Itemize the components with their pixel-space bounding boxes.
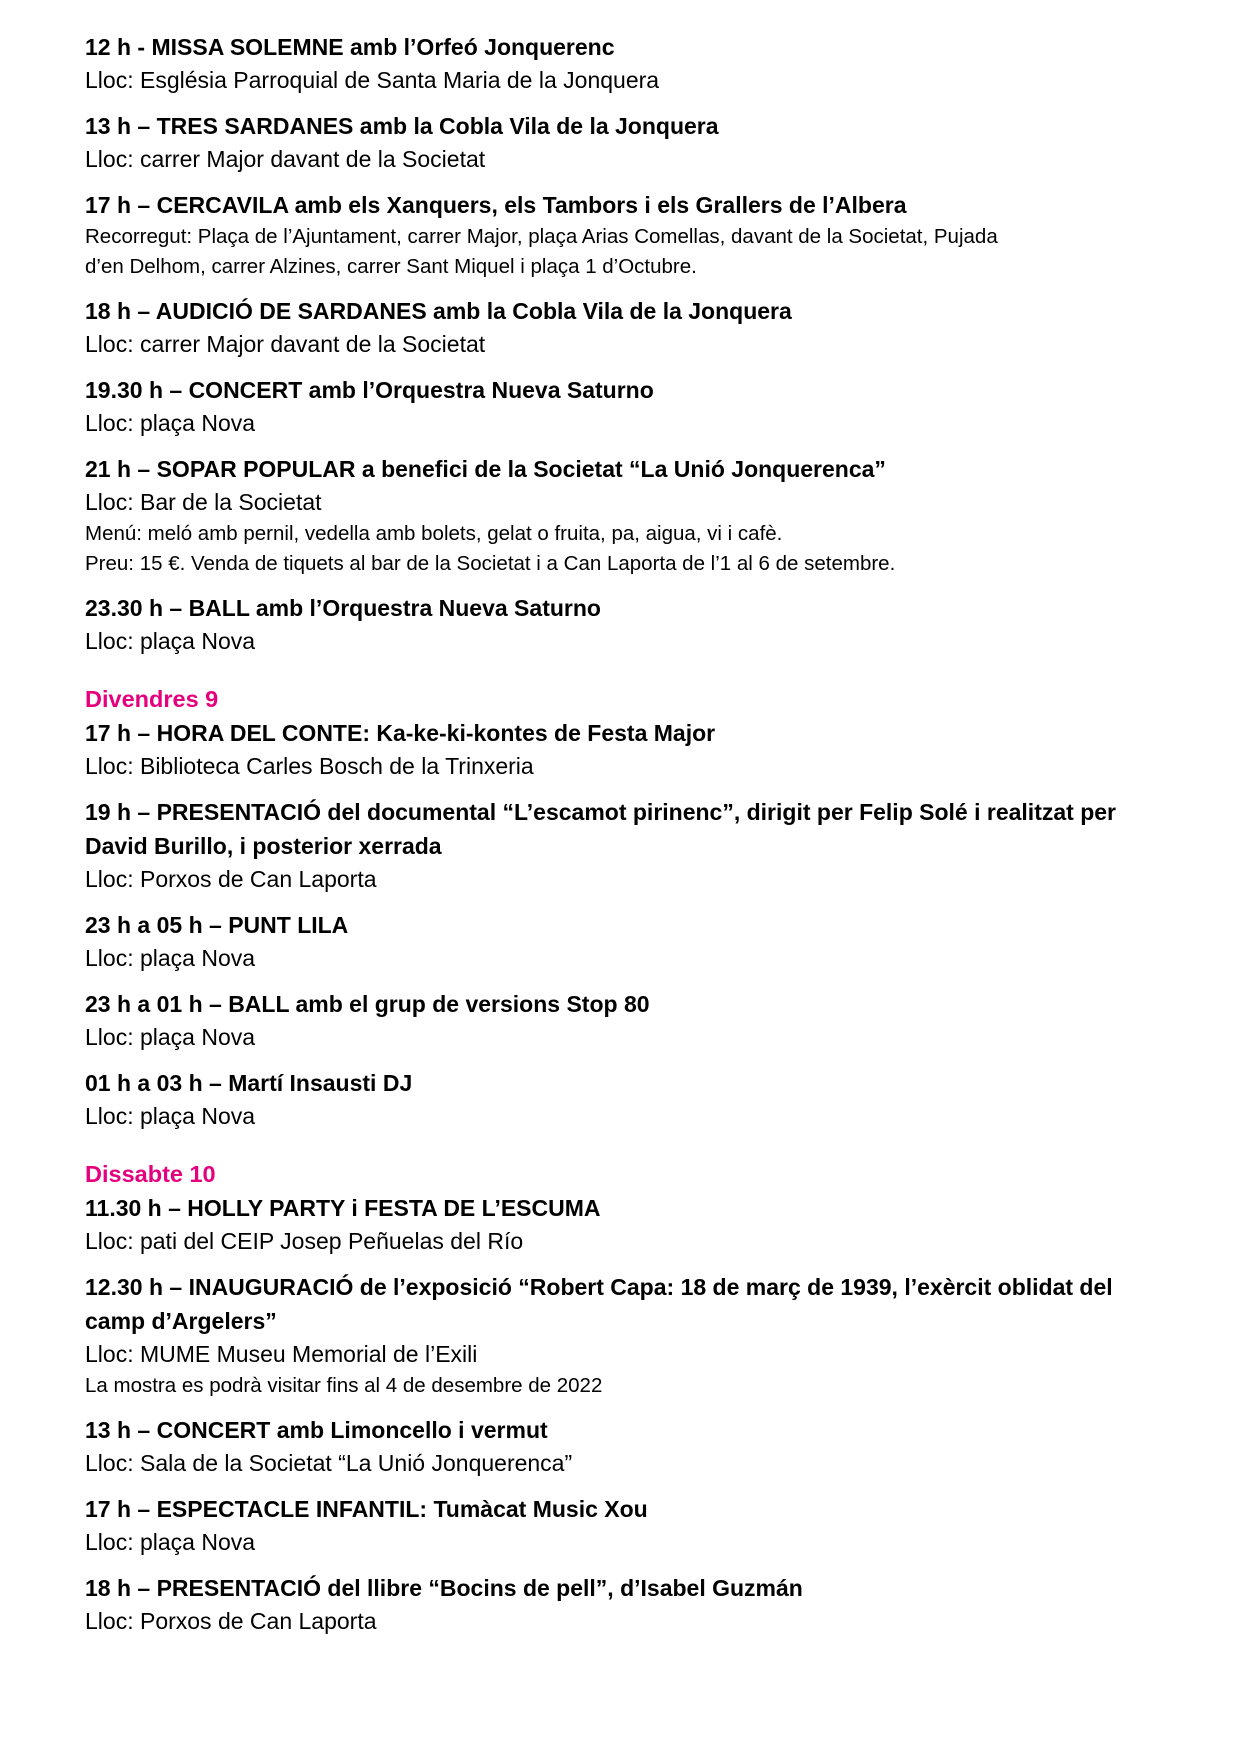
- event-title: 23.30 h – BALL amb l’Orquestra Nueva Saturno: [85, 595, 601, 621]
- day-heading: Dissabte 10: [85, 1161, 216, 1187]
- event-location: Lloc: MUME Museu Memorial de l’Exili: [85, 1341, 478, 1367]
- event-note: Recorregut: Plaça de l’Ajuntament, carrer Major, plaça Arias Comellas, davant de la Societat, Pujada: [85, 225, 998, 248]
- event-item: [85, 1492, 1165, 1559]
- event-location: Lloc: Sala de la Societat “La Unió Jonquerenca”: [85, 1450, 573, 1476]
- event-note: d’en Delhom, carrer Alzines, carrer Sant Miquel i plaça 1 d’Octubre.: [85, 255, 697, 278]
- event-item: [85, 30, 1165, 97]
- event-location: Lloc: plaça Nova: [85, 945, 256, 971]
- event-location: Lloc: carrer Major davant de la Societat: [85, 331, 486, 357]
- event-location: Lloc: plaça Nova: [85, 628, 256, 654]
- event-title: 23 h a 01 h – BALL amb el grup de versions Stop 80: [85, 991, 650, 1017]
- event-location: Lloc: Porxos de Can Laporta: [85, 866, 377, 892]
- event-title: 12 h - MISSA SOLEMNE amb l’Orfeó Jonquerenc: [85, 34, 615, 60]
- day-heading: Divendres 9: [85, 686, 219, 712]
- event-location: Lloc: plaça Nova: [85, 1103, 256, 1129]
- event-location: Lloc: plaça Nova: [85, 1024, 256, 1050]
- event-location: Lloc: Bar de la Societat: [85, 489, 322, 515]
- event-item: [85, 1191, 1165, 1258]
- event-location: Lloc: carrer Major davant de la Societat: [85, 146, 486, 172]
- event-location: Lloc: Biblioteca Carles Bosch de la Trinxeria: [85, 753, 534, 779]
- event-title: 01 h a 03 h – Martí Insausti DJ: [85, 1070, 413, 1096]
- event-item: [85, 1413, 1165, 1480]
- event-location: Lloc: plaça Nova: [85, 1529, 256, 1555]
- event-item: [85, 987, 1165, 1054]
- day-section: [85, 1157, 1165, 1638]
- event-title: 13 h – CONCERT amb Limoncello i vermut: [85, 1417, 548, 1443]
- event-title: 17 h – CERCAVILA amb els Xanquers, els Tambors i els Grallers de l’Albera: [85, 192, 907, 218]
- event-title: 23 h a 05 h – PUNT LILA: [85, 912, 349, 938]
- event-item: [85, 1066, 1165, 1133]
- program-page: [85, 30, 1165, 1650]
- event-note: Preu: 15 €. Venda de tiquets al bar de la Societat i a Can Laporta de l’1 al 6 de setembre.: [85, 552, 896, 575]
- event-item: [85, 452, 1165, 579]
- event-note: Menú: meló amb pernil, vedella amb bolets, gelat o fruita, pa, aigua, vi i cafè.: [85, 522, 783, 545]
- event-item: [85, 109, 1165, 176]
- event-item: [85, 188, 1165, 282]
- event-item: [85, 1270, 1165, 1401]
- event-title: 17 h – HORA DEL CONTE: Ka-ke-ki-kontes de Festa Major: [85, 720, 716, 746]
- event-title: 17 h – ESPECTACLE INFANTIL: Tumàcat Music Xou: [85, 1496, 648, 1522]
- event-title: 18 h – PRESENTACIÓ del llibre “Bocins de pell”, d’Isabel Guzmán: [85, 1575, 803, 1601]
- event-title: 11.30 h – HOLLY PARTY i FESTA DE L’ESCUMA: [85, 1195, 601, 1221]
- event-title: 19 h – PRESENTACIÓ del documental “L’escamot pirinenc”, dirigit per Felip Solé i realitzat per David Burillo, i posterior xerrada: [85, 799, 1116, 859]
- event-item: [85, 1571, 1165, 1638]
- event-location: Lloc: plaça Nova: [85, 410, 256, 436]
- event-item: [85, 716, 1165, 783]
- event-item: [85, 294, 1165, 361]
- day-section: [85, 30, 1165, 658]
- event-title: 13 h – TRES SARDANES amb la Cobla Vila de la Jonquera: [85, 113, 719, 139]
- event-note: La mostra es podrà visitar fins al 4 de desembre de 2022: [85, 1374, 603, 1397]
- event-location: Lloc: Porxos de Can Laporta: [85, 1608, 377, 1634]
- event-item: [85, 591, 1165, 658]
- day-section: [85, 682, 1165, 1133]
- event-title: 19.30 h – CONCERT amb l’Orquestra Nueva Saturno: [85, 377, 654, 403]
- event-location: Lloc: pati del CEIP Josep Peñuelas del Río: [85, 1228, 524, 1254]
- event-location: Lloc: Església Parroquial de Santa Maria de la Jonquera: [85, 67, 660, 93]
- event-item: [85, 795, 1165, 896]
- event-title: 21 h – SOPAR POPULAR a benefici de la Societat “La Unió Jonquerenca”: [85, 456, 886, 482]
- event-item: [85, 373, 1165, 440]
- event-item: [85, 908, 1165, 975]
- event-title: 18 h – AUDICIÓ DE SARDANES amb la Cobla Vila de la Jonquera: [85, 298, 792, 324]
- event-title: 12.30 h – INAUGURACIÓ de l’exposició “Robert Capa: 18 de març de 1939, l’exèrcit oblidat del camp d’Argelers”: [85, 1274, 1113, 1334]
